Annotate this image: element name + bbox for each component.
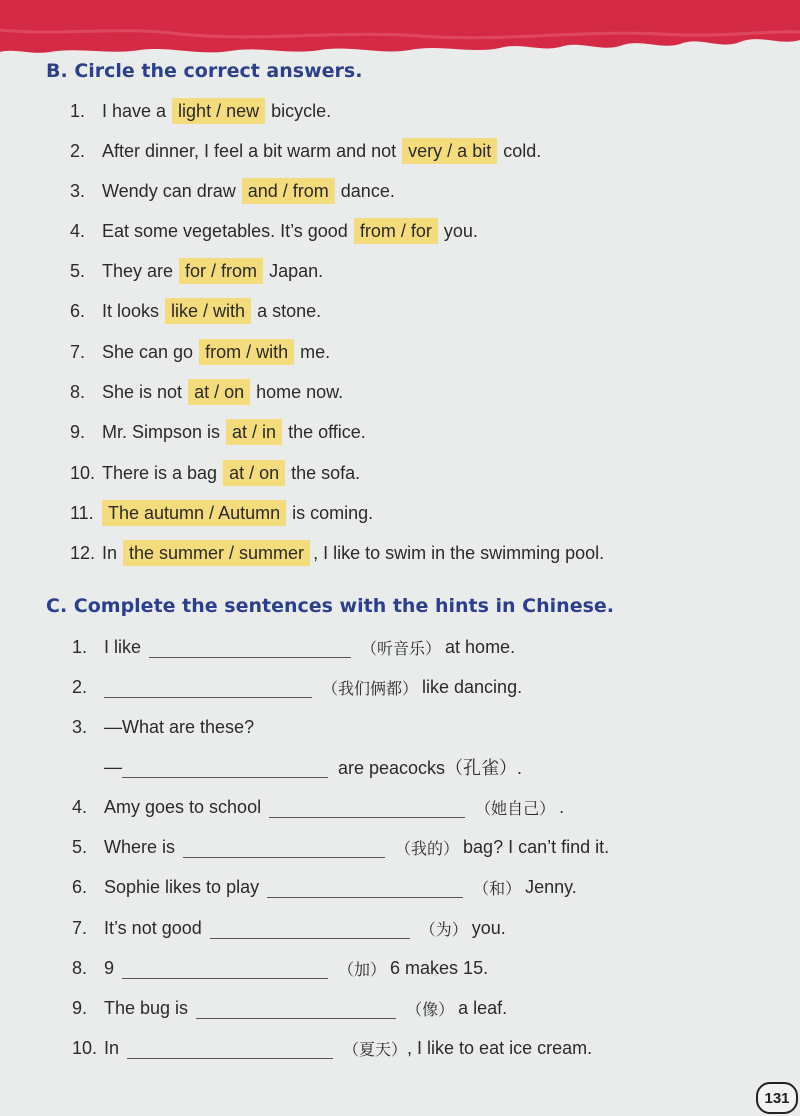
answer-options[interactable]: very / a bit [402,138,497,164]
question-number: 8. [70,381,86,402]
chinese-hint: （像） [406,999,455,1019]
question-b-2 [70,136,541,166]
question-text: After dinner, I feel a bit warm and not [102,140,397,161]
answer-blank[interactable] [104,677,312,698]
question-text: I like [104,636,142,657]
question-b-11 [70,498,373,528]
question-text-end: are peacocks（孔雀）. [338,758,523,778]
question-number: 8. [72,957,88,978]
question-text: She is not [102,381,183,402]
answer-options[interactable]: and / from [242,178,335,204]
question-number: 6. [70,300,86,321]
question-c-4 [72,792,564,822]
answer-options[interactable]: for / from [179,258,263,284]
question-text: Mr. Simpson is [102,421,221,442]
answer-options[interactable]: at / on [188,379,250,405]
chinese-hint: （和） [473,878,522,898]
question-b-9 [70,417,366,447]
chinese-hint: （我的） [395,838,460,858]
question-text-end: me. [300,341,331,362]
question-number: 4. [72,796,88,817]
question-c-3 [72,712,254,742]
section-c-title: C. Complete the sentences with the hints in Chinese. [46,595,614,617]
answer-blank[interactable] [196,998,396,1019]
question-text: In [104,1037,120,1058]
question-c-8 [72,953,488,983]
question-text-end: you. [443,220,478,241]
question-b-5 [70,256,323,286]
question-text: I have a [102,100,167,121]
question-number: 2. [70,140,86,161]
question-text: — [104,756,122,777]
question-text-end: Japan. [269,260,324,281]
question-text-end: Jenny. [525,876,577,897]
question-text-end: . [559,796,565,817]
chinese-hint: （听音乐） [361,638,442,658]
question-number: 4. [70,220,86,241]
top-red-banner [0,0,800,58]
question-number: 6. [72,876,88,897]
question-number: 7. [70,341,86,362]
question-number: 3. [72,716,88,737]
question-text: The bug is [104,997,189,1018]
question-text: There is a bag [102,462,218,483]
chinese-hint: （我们俩都） [322,678,419,698]
question-text: —What are these? [104,716,255,737]
question-text: In [102,542,118,563]
answer-options[interactable]: from / for [354,218,438,244]
question-b-7 [70,337,330,367]
question-text-end: dance. [340,180,395,201]
section-b-title: B. Circle the correct answers. [46,60,363,82]
question-c-6 [72,872,577,902]
question-text-end: bicycle. [271,100,332,121]
question-b-12 [70,538,604,568]
question-number: 5. [70,260,86,281]
question-text: Eat some vegetables. It’s good [102,220,348,241]
question-number: 7. [72,917,88,938]
question-text-end: , I like to eat ice cream. [407,1037,593,1058]
question-text-end: the sofa. [291,462,361,483]
question-text-end: a stone. [257,300,322,321]
question-text-end: is coming. [292,502,374,523]
question-text: Wendy can draw [102,180,236,201]
question-number: 10. [72,1037,98,1058]
question-c-2 [72,672,522,702]
question-text: It’s not good [104,917,202,938]
answer-options[interactable]: like / with [165,298,251,324]
answer-blank[interactable] [183,837,385,858]
question-text: They are [102,260,174,281]
chinese-hint: （加） [338,959,387,979]
question-c-10 [72,1033,592,1063]
question-number: 1. [70,100,86,121]
question-b-10 [70,458,360,488]
answer-options[interactable]: at / in [226,419,282,445]
question-text: 9 [104,957,115,978]
question-text-end: a leaf. [458,997,508,1018]
answer-blank[interactable] [210,918,410,939]
answer-blank[interactable] [267,877,463,898]
question-b-8 [70,377,343,407]
question-b-3 [70,176,395,206]
chinese-hint: （夏天） [343,1039,408,1059]
answer-options[interactable]: the summer / summer [123,540,310,566]
question-number: 12. [70,542,96,563]
answer-blank[interactable] [122,757,328,778]
question-text: Amy goes to school [104,796,262,817]
question-number: 9. [72,997,88,1018]
question-c-1 [72,632,515,662]
chinese-hint: （为） [419,919,468,939]
question-text-end: bag? I can’t find it. [463,836,610,857]
question-c-7 [72,913,506,943]
question-c-5 [72,832,609,862]
answer-blank[interactable] [269,797,465,818]
question-b-1 [70,96,331,126]
question-number: 9. [70,421,86,442]
question-number: 3. [70,180,86,201]
question-text-end: you. [471,917,506,938]
question-number: 11. [70,502,94,523]
question-text: Sophie likes to play [104,876,260,897]
question-text: It looks [102,300,160,321]
answer-options[interactable]: The autumn / Autumn [102,500,286,526]
question-text-end: home now. [256,381,344,402]
answer-options[interactable]: at / on [223,460,285,486]
answer-blank[interactable] [149,637,351,658]
question-b-6 [70,296,321,326]
answer-blank[interactable] [122,958,328,979]
question-text: Where is [104,836,176,857]
page-number-badge: 131 [756,1082,798,1114]
answer-options[interactable]: from / with [199,339,294,365]
answer-options[interactable]: light / new [172,98,265,124]
question-number: 10. [70,462,96,483]
question-text-end: 6 makes 15. [390,957,489,978]
question-text-end: , I like to swim in the swimming pool. [313,542,605,563]
question-text-end: cold. [503,140,542,161]
question-b-4 [70,216,478,246]
question-c-3-answer [72,752,522,782]
question-c-9 [72,993,507,1023]
question-text-end: the office. [288,421,366,442]
question-number: 5. [72,836,88,857]
question-number: 2. [72,676,88,697]
question-number: 1. [72,636,88,657]
answer-blank[interactable] [127,1038,333,1059]
question-text-end: like dancing. [422,676,523,697]
question-text-end: at home. [445,636,516,657]
question-text: She can go [102,341,194,362]
chinese-hint: （她自己） [475,798,556,818]
